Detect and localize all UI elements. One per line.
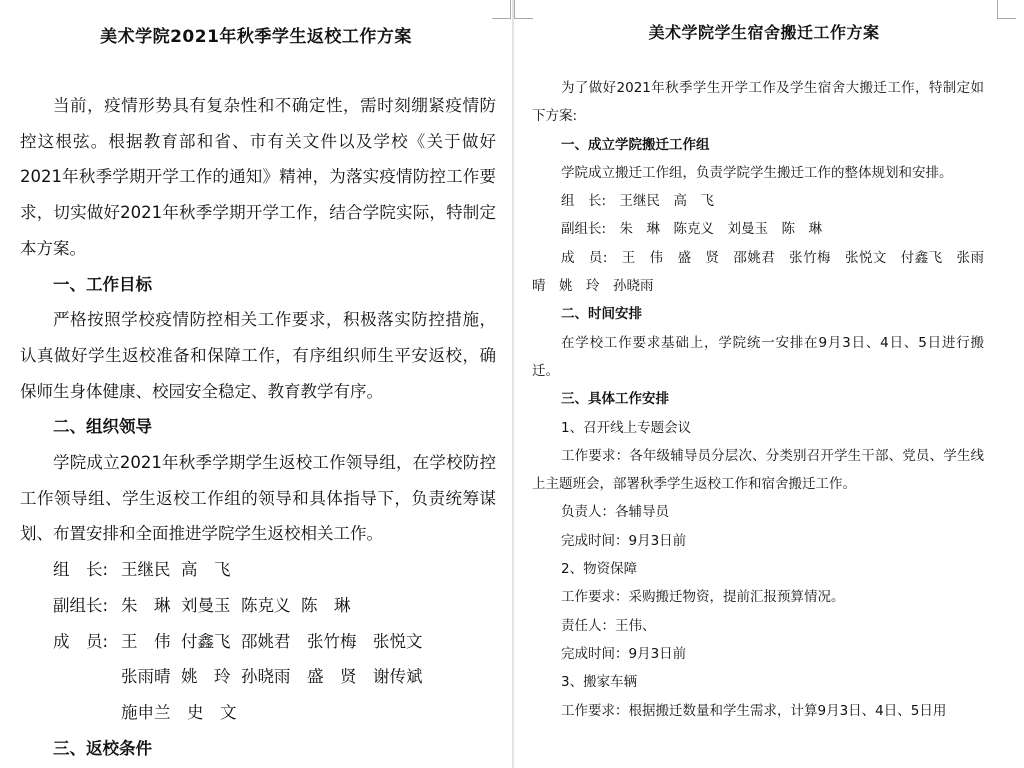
leader-line bbox=[20, 552, 496, 588]
role-names: 王继民 高 飞 bbox=[121, 560, 231, 580]
section-paragraph: 严格按照学校疫情防控相关工作要求，积极落实防控措施，认真做好学生返校准备和保障工作，有序组织师生平安返校，确保师生身体健康、校园安全稳定、教育教学有序。 bbox=[20, 310, 496, 401]
member-line: 成 员: 王 伟 盛 贤 邵姚君 张竹梅 张悦文 付鑫飞 张雨晴 姚 玲 孙晓雨 bbox=[532, 249, 984, 295]
intro-paragraph: 当前，疫情形势具有复杂性和不确定性，需时刻绷紧疫情防控这根弦。根据教育部和省、市有关文件以及学校《关于做好2021年秋季学期开学工作的通知》精神，为落实疫情防控工作要求，切实做好2021年秋季学期开学工作，结合学院实际，特制定本方案。 bbox=[20, 96, 496, 258]
document-body bbox=[532, 74, 984, 725]
role-names: 朱 琳 刘曼玉 陈克义 陈 琳 bbox=[121, 595, 351, 615]
item-requirement: 工作要求：采购搬迁物资，提前汇报预算情况。 bbox=[561, 589, 845, 606]
role-label: 组 长: bbox=[53, 560, 109, 580]
role-label: 副组长: bbox=[53, 595, 109, 615]
item-owner: 负责人：各辅导员 bbox=[561, 504, 669, 521]
item-requirement: 工作要求：各年级辅导员分层次、分类别召开学生干部、党员、学生线上主题班会，部署秋季学生返校工作和宿舍搬迁工作。 bbox=[532, 447, 984, 493]
document-body bbox=[20, 88, 496, 766]
item-deadline: 完成时间：9月3日前 bbox=[561, 645, 687, 662]
document-title: 美术学院2021年秋季学生返校工作方案 bbox=[100, 27, 412, 47]
document-title: 美术学院学生宿舍搬迁工作方案 bbox=[648, 23, 880, 42]
page-corner-mark bbox=[492, 0, 511, 19]
member-line-continued: 施申兰 史 文 bbox=[121, 702, 237, 722]
section-heading: 二、组织领导 bbox=[53, 417, 152, 437]
member-line-continued: 张雨晴 姚 玲 孙晓雨 盛 贤 谢传斌 bbox=[121, 667, 423, 687]
item-deadline: 完成时间：9月3日前 bbox=[561, 532, 687, 549]
intro-paragraph: 为了做好2021年秋季学生开学工作及学生宿舍大搬迁工作，特制定如下方案: bbox=[532, 80, 984, 125]
section-heading: 一、工作目标 bbox=[53, 274, 152, 294]
section-paragraph: 学院成立2021年秋季学期学生返校工作领导组，在学校防控工作领导组、学生返校工作组的领导和具体指导下，负责统筹谋划、布置安排和全面推进学院学生返校相关工作。 bbox=[20, 453, 496, 544]
section-heading: 二、时间安排 bbox=[561, 306, 642, 323]
role-names: 王 伟 付鑫飞 邵姚君 张竹梅 张悦文 bbox=[121, 631, 423, 651]
section-paragraph: 在学校工作要求基础上，学院统一安排在9月3日、4日、5日进行搬迁。 bbox=[532, 334, 984, 379]
item-owner: 责任人：王伟、 bbox=[561, 617, 656, 634]
section-heading: 一、成立学院搬迁工作组 bbox=[561, 136, 710, 153]
section-heading: 三、具体工作安排 bbox=[561, 391, 669, 408]
right-document-page bbox=[514, 0, 1024, 768]
item-title: 2、物资保障 bbox=[561, 561, 638, 578]
role-label: 成 员: bbox=[53, 631, 109, 651]
deputy-line bbox=[20, 588, 496, 624]
member-line bbox=[20, 624, 496, 660]
section-heading: 三、返校条件 bbox=[53, 738, 152, 758]
section-paragraph: 学院成立搬迁工作组，负责学院学生搬迁工作的整体规划和安排。 bbox=[561, 164, 953, 181]
leader-line: 组 长: 王继民 高 飞 bbox=[561, 193, 715, 210]
item-requirement: 工作要求：根据搬迁数量和学生需求，计算9月3日、4日、5日用 bbox=[561, 702, 947, 719]
page-corner-mark bbox=[997, 0, 1016, 19]
item-title: 3、搬家车辆 bbox=[561, 674, 638, 691]
page-corner-mark bbox=[514, 0, 533, 19]
deputy-line: 副组长: 朱 琳 陈克义 刘曼玉 陈 琳 bbox=[561, 221, 823, 238]
item-title: 1、召开线上专题会议 bbox=[561, 419, 692, 436]
